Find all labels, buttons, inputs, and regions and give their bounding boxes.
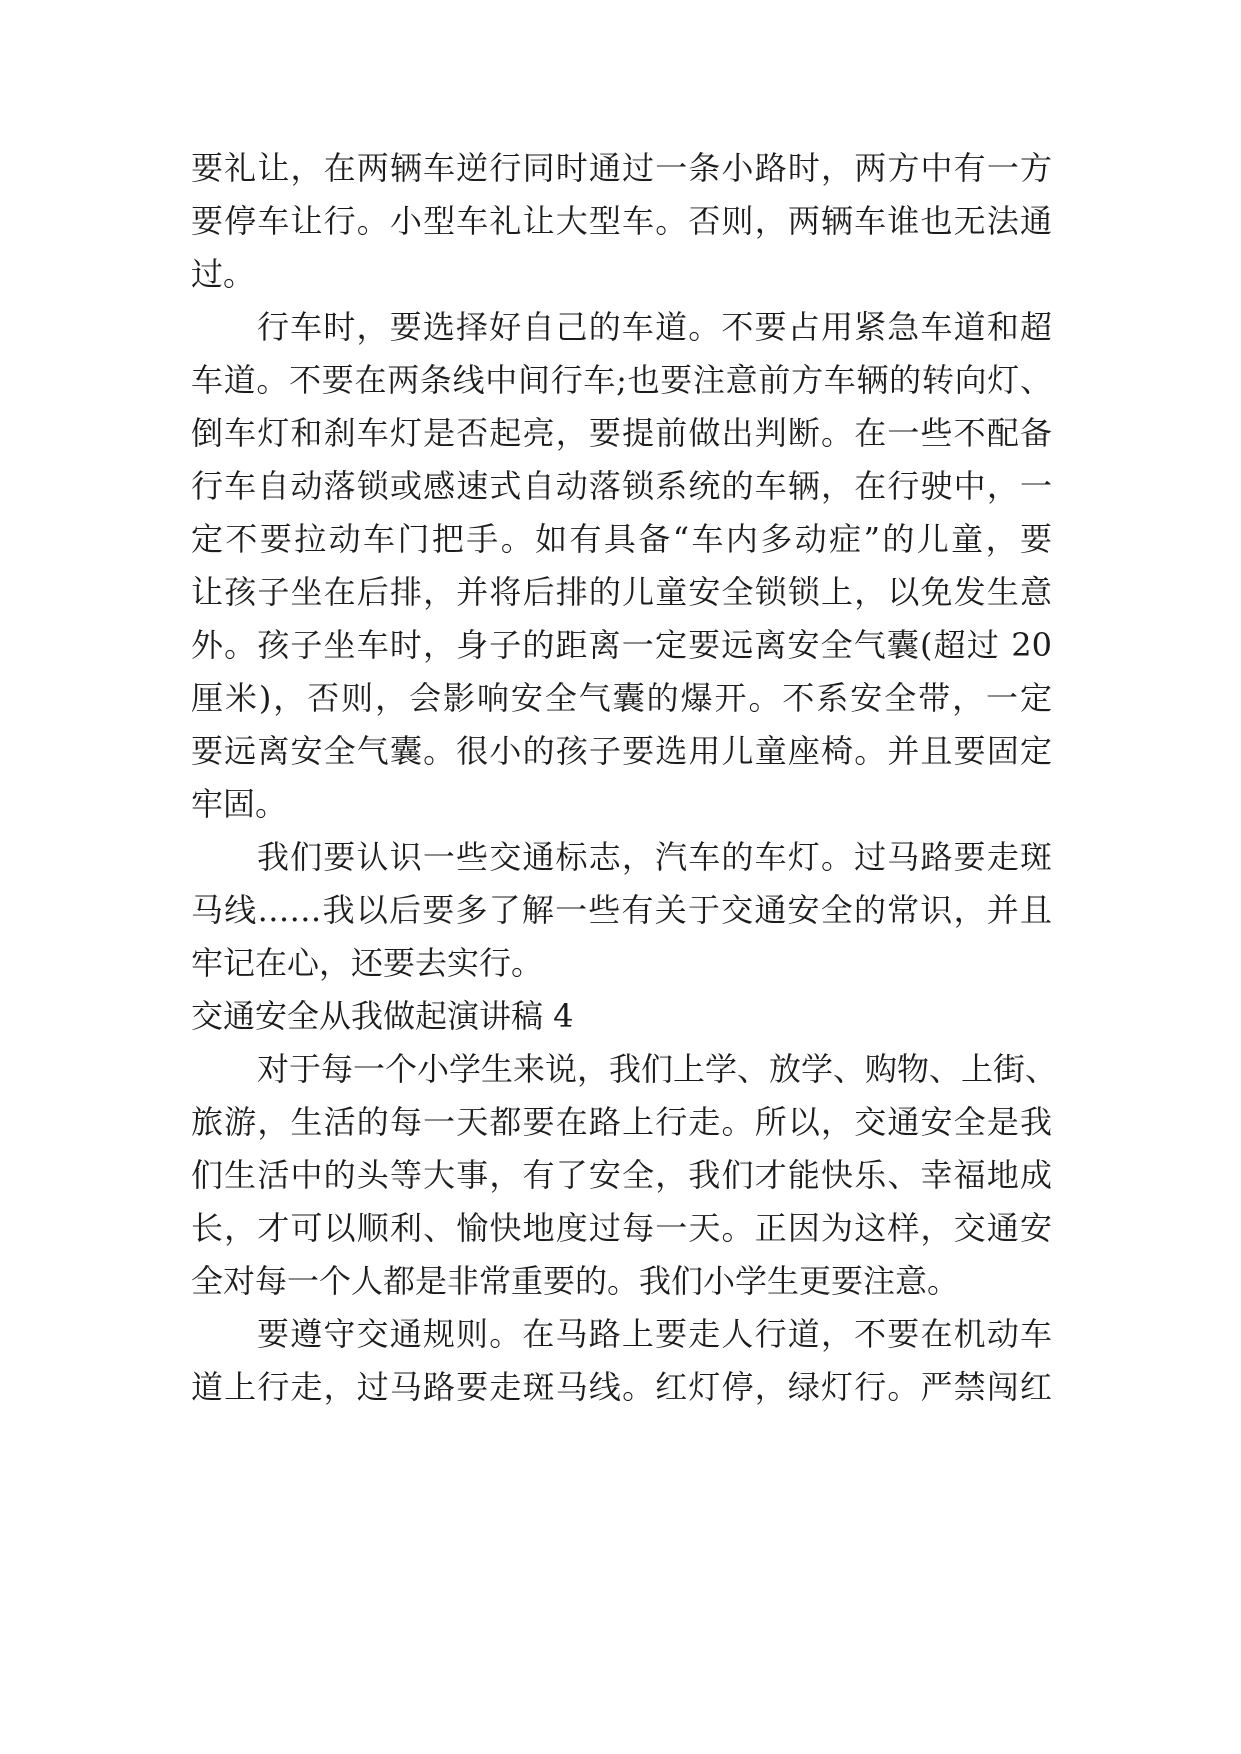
text-line: 厘米)，否则，会影响安全气囊的爆开。不系安全带，一定 <box>191 679 1052 717</box>
text-line: 马线……我以后要多了解一些有关于交通安全的常识，并且 <box>191 891 1052 929</box>
text-line: 全对每一个人都是非常重要的。我们小学生更要注意。 <box>191 1262 960 1300</box>
text-line: 要礼让，在两辆车逆行同时通过一条小路时，两方中有一方 <box>191 149 1052 187</box>
text-line: 要遵守交通规则。在马路上要走人行道，不要在机动车 <box>257 1315 1052 1353</box>
text-line: 行车自动落锁或感速式自动落锁系统的车辆，在行驶中，一 <box>191 467 1052 505</box>
text-line: 长，才可以顺利、愉快地度过每一天。正因为这样，交通安 <box>191 1209 1052 1247</box>
text-line: 要停车让行。小型车礼让大型车。否则，两辆车谁也无法通 <box>191 202 1052 240</box>
text-line: 过。 <box>191 255 256 293</box>
text-line: 倒车灯和刹车灯是否起亮，要提前做出判断。在一些不配备 <box>191 414 1052 452</box>
text-line: 外。孩子坐车时，身子的距离一定要远离安全气囊(超过 20 <box>191 626 1052 664</box>
text-line: 让孩子坐在后排，并将后排的儿童安全锁锁上，以免发生意 <box>191 573 1052 611</box>
text-line: 对于每一个小学生来说，我们上学、放学、购物、上街、 <box>257 1050 1058 1088</box>
text-line: 们生活中的头等大事，有了安全，我们才能快乐、幸福地成 <box>191 1156 1052 1194</box>
text-line: 我们要认识一些交通标志，汽车的车灯。过马路要走斑 <box>257 838 1052 876</box>
text-line: 要远离安全气囊。很小的孩子要选用儿童座椅。并且要固定 <box>191 732 1052 770</box>
text-line: 道上行走，过马路要走斑马线。红灯停，绿灯行。严禁闯红 <box>191 1368 1052 1406</box>
text-line: 牢记在心，还要去实行。 <box>191 944 544 982</box>
section-heading: 交通安全从我做起演讲稿 4 <box>191 997 574 1035</box>
text-line: 行车时，要选择好自己的车道。不要占用紧急车道和超 <box>257 308 1052 346</box>
text-line: 牢固。 <box>191 785 288 823</box>
text-line: 车道。不要在两条线中间行车;也要注意前方车辆的转向灯、 <box>191 361 1052 399</box>
text-line: 定不要拉动车门把手。如有具备“车内多动症”的儿童，要 <box>191 520 1052 558</box>
text-line: 旅游，生活的每一天都要在路上行走。所以，交通安全是我 <box>191 1103 1052 1141</box>
